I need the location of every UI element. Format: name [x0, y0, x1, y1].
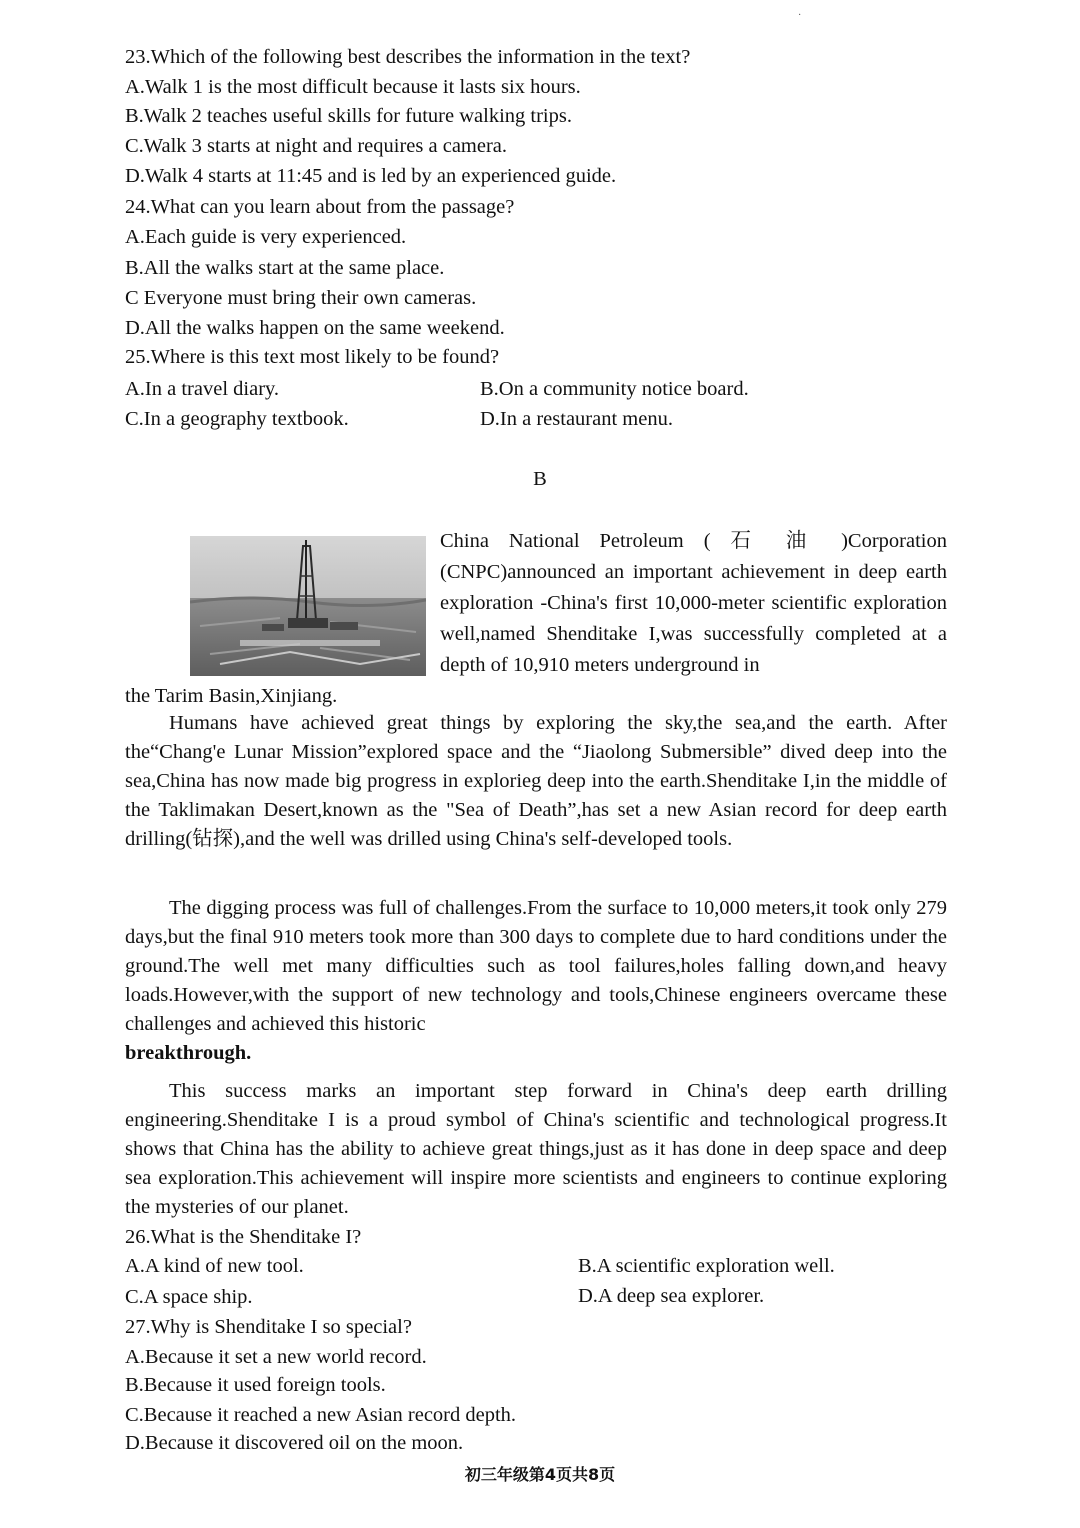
question-25-option-d: D.In a restaurant menu.: [480, 408, 673, 430]
question-24-stem: 24.What can you learn about from the passage?: [125, 196, 515, 218]
paragraph-2-text: Humans have achieved great things by exploring the sky,the sea,and the earth. After the“Chang'e Lunar Mission”explored space and the “Jiaolong Submersible” dived deep into the sea,China has now made big progress in exploriеg deep into the earth.Shenditake I,in the middle of the Taklimakan Desert,known as the "Sea of Death”,has set a new Asian record for deep earth drilling(钻探),and the well was drilled using China's self-developed tools.: [125, 712, 947, 850]
question-24-option-a: A.Each guide is very experienced.: [125, 226, 407, 248]
question-25-option-b: B.On a community notice board.: [480, 378, 749, 400]
question-23-option-c: C.Walk 3 starts at night and requires a camera.: [125, 135, 508, 157]
question-27-option-b: B.Because it used foreign tools.: [125, 1374, 386, 1396]
page-footer: 初三年级第4页共8页: [464, 1465, 616, 1484]
section-heading: B: [533, 468, 547, 490]
paragraph-3: [125, 894, 947, 1068]
question-23-stem: 23.Which of the following best describes the information in the text?: [125, 46, 691, 68]
question-27-option-d: D.Because it discovered oil on the moon.: [125, 1432, 464, 1454]
question-24-option-c: C Everyone must bring their own cameras.: [125, 287, 477, 309]
paragraph-2: [125, 709, 947, 854]
intro-paragraph: China National Petroleum ( 石 油 )Corporation (CNPC)announced an important achievement in deep earth exploration -China's first 10,000-meter scientific exploration well,named Shenditake I,was successfully completed at a depth of 10,910 meters underground in: [440, 530, 947, 676]
paragraph-3-text: The digging process was full of challenges.From the surface to 10,000 meters,it took only 279 days,but the final 910 meters took more than 300 days to complete due to hard conditions under the ground.The well met many difficulties such as tool failures,holes falling down,and heavy loads.However,with the support of new technology and tools,Chinese engineers overcame these challenges and achieved this historic: [125, 897, 947, 1035]
intro-paragraph-tail: the Tarim Basin,Xinjiang.: [125, 685, 338, 707]
question-23-option-b: B.Walk 2 teaches useful skills for future walking trips.: [125, 105, 572, 127]
question-27-option-c: C.Because it reached a new Asian record depth.: [125, 1404, 517, 1426]
question-26-option-a: A.A kind of new tool.: [125, 1255, 304, 1277]
question-25-option-a: A.In a travel diary.: [125, 378, 280, 400]
question-27-option-a: A.Because it set a new world record.: [125, 1346, 427, 1368]
question-26-option-c: C.A space ship.: [125, 1286, 253, 1308]
paragraph-4: [125, 1077, 947, 1222]
drilling-rig-photo: [190, 536, 426, 676]
question-26-option-b: B.A scientific exploration well.: [578, 1255, 835, 1277]
question-23-option-a: A.Walk 1 is the most difficult because it lasts six hours.: [125, 76, 581, 98]
question-26-stem: 26.What is the Shenditake I?: [125, 1226, 362, 1248]
question-24-option-d: D.All the walks happen on the same weekend.: [125, 317, 505, 339]
question-23-option-d: D.Walk 4 starts at 11:45 and is led by an experienced guide.: [125, 165, 617, 187]
question-25-option-c: C.In a geography textbook.: [125, 408, 349, 430]
paragraph-4-text: This success marks an important step forward in China's deep earth drilling engineering.Shenditake I is a proud symbol of China's scientific and technological progress.It shows that China has the ability to achieve great things,just as it has done in deep space and deep sea exploration.This achievement will inspire more scientists and engineers to continue exploring the mysteries of our planet.: [125, 1080, 947, 1218]
question-25-stem: 25.Where is this text most likely to be found?: [125, 346, 500, 368]
question-27-stem: 27.Why is Shenditake I so special?: [125, 1316, 412, 1338]
scan-mark: ·: [798, 10, 802, 21]
paragraph-3-bold-word: breakthrough.: [125, 1042, 252, 1064]
question-26-option-d: D.A deep sea explorer.: [578, 1285, 765, 1307]
question-24-option-b: B.All the walks start at the same place.: [125, 257, 445, 279]
